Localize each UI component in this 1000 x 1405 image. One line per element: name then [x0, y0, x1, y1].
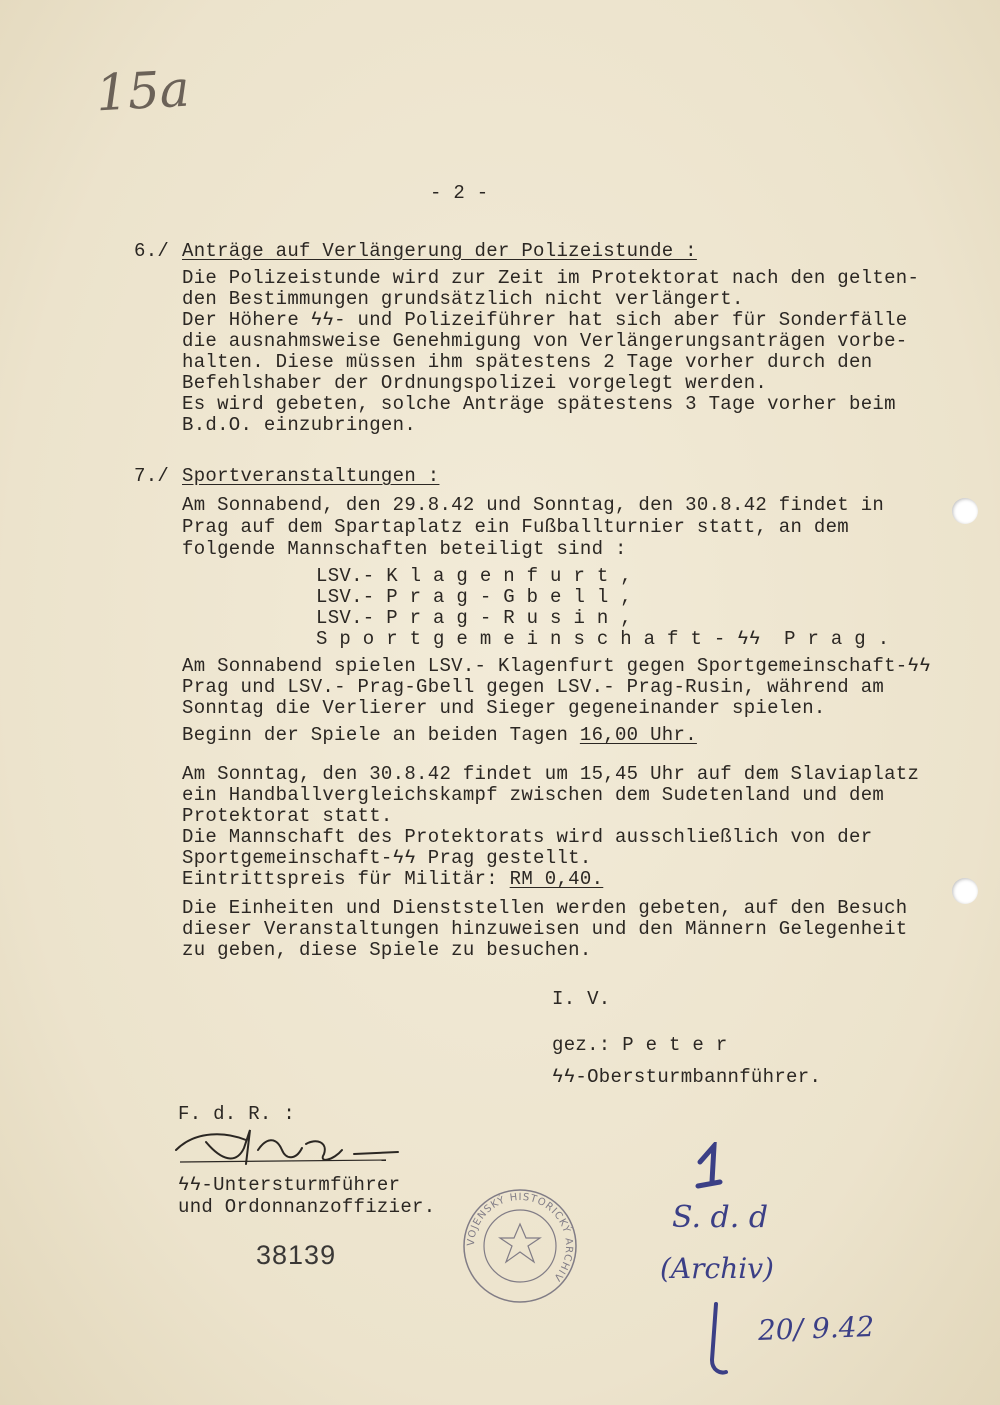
fdr-rank-line1: ϟϟ-Untersturmführer	[178, 1174, 401, 1196]
team-item: S p o r t g e m e i n s c h a f t - ϟϟ P r a g .	[316, 628, 890, 650]
price-prefix: Eintrittspreis für Militär:	[182, 868, 510, 890]
archive-number-stamp: 38139	[256, 1240, 337, 1270]
handnote-line2: (Archiv)	[660, 1252, 774, 1285]
section6-line: Die Polizeistunde wird zur Zeit im Protektorat nach den gelten-	[182, 267, 920, 289]
blue-bracket-mark	[700, 1300, 730, 1380]
start-time-line	[182, 724, 697, 746]
section7-intro-line: Am Sonnabend, den 29.8.42 und Sonntag, den 30.8.42 findet in	[182, 494, 885, 516]
section7-para-line: Die Einheiten und Dienststellen werden gebeten, auf den Besuch	[182, 897, 908, 919]
handwritten-folio: 15a	[94, 59, 191, 123]
section7-para-line: Prag und LSV.- Prag-Gbell gegen LSV.- Prag-Rusin, während am	[182, 676, 885, 698]
punch-hole-top	[952, 498, 978, 524]
section7-intro-line: Prag auf dem Spartaplatz ein Fußballturnier statt, an dem	[182, 516, 850, 538]
stamp-text: VOJENSKÝ HISTORICKÝ ARCHIV	[465, 1191, 575, 1284]
section6-line: B.d.O. einzubringen.	[182, 414, 417, 436]
price-line	[182, 868, 603, 890]
gez-line: gez.: P e t e r	[552, 1034, 728, 1056]
section7-para-line: Sportgemeinschaft-ϟϟ Prag gestellt.	[182, 847, 592, 869]
page-number: - 2 -	[430, 182, 489, 204]
fdr-rank-line2: und Ordonnanzoffizier.	[178, 1196, 436, 1218]
handnote-date: 20/ 9.42	[757, 1309, 875, 1348]
section7-para-line: Protektorat statt.	[182, 805, 393, 827]
section7-para-line: Sonntag die Verlierer und Sieger gegeneinander spielen.	[182, 697, 826, 719]
punch-hole-bottom	[952, 878, 978, 904]
section7-title: Sportveranstaltungen :	[182, 465, 440, 487]
section7-para-line: zu geben, diese Spiele zu besuchen.	[182, 939, 592, 961]
section7-para-line: Am Sonnabend spielen LSV.- Klagenfurt gegen Sportgemeinschaft-ϟϟ	[182, 655, 931, 677]
section6-number: 6./	[134, 240, 170, 262]
section7-para-line: Am Sonntag, den 30.8.42 findet um 15,45 Uhr auf dem Slaviaplatz	[182, 763, 920, 785]
section6-line: halten. Diese müssen ihm spätestens 2 Tage vorher durch den	[182, 351, 873, 373]
start-time-prefix: Beginn der Spiele an beiden Tagen	[182, 724, 580, 746]
section6-line: die ausnahmsweise Genehmigung von Verlängerungsanträgen vorbe-	[182, 330, 908, 352]
section7-para-line: ein Handballvergleichskampf zwischen dem Sudetenland und dem	[182, 784, 885, 806]
handwritten-signature	[166, 1120, 406, 1180]
price: RM 0,40.	[509, 868, 604, 890]
section6-title: Anträge auf Verlängerung der Polizeistunde :	[182, 240, 697, 262]
section6-line: Es wird gebeten, solche Anträge spätestens 3 Tage vorher beim	[182, 393, 896, 415]
blue-pen-mark	[690, 1142, 730, 1202]
section6-line: den Bestimmungen grundsätzlich nicht verlängert.	[182, 288, 744, 310]
section6-line: Befehlshaber der Ordnungspolizei vorgelegt werden.	[182, 372, 768, 394]
team-item: LSV.- P r a g - G b e l l ,	[316, 586, 632, 608]
archive-round-stamp	[460, 1186, 580, 1306]
section7-number: 7./	[134, 465, 170, 487]
handnote-line1: S. d. d	[672, 1200, 769, 1235]
section7-para-line: dieser Veranstaltungen hinzuweisen und den Männern Gelegenheit	[182, 918, 908, 940]
start-time: 16,00 Uhr.	[579, 724, 697, 746]
fdr-label: F. d. R. :	[178, 1103, 296, 1125]
iv-label: I. V.	[552, 988, 611, 1010]
signer-rank: ϟϟ-Obersturmbannführer.	[552, 1066, 822, 1088]
team-item: LSV.- P r a g - R u s i n ,	[316, 607, 632, 629]
section7-intro-line: folgende Mannschaften beteiligt sind :	[182, 538, 627, 560]
section7-para-line: Die Mannschaft des Protektorats wird ausschließlich von der	[182, 826, 873, 848]
section6-line: Der Höhere ϟϟ- und Polizeiführer hat sich aber für Sonderfälle	[182, 309, 908, 331]
team-item: LSV.- K l a g e n f u r t ,	[316, 565, 632, 587]
